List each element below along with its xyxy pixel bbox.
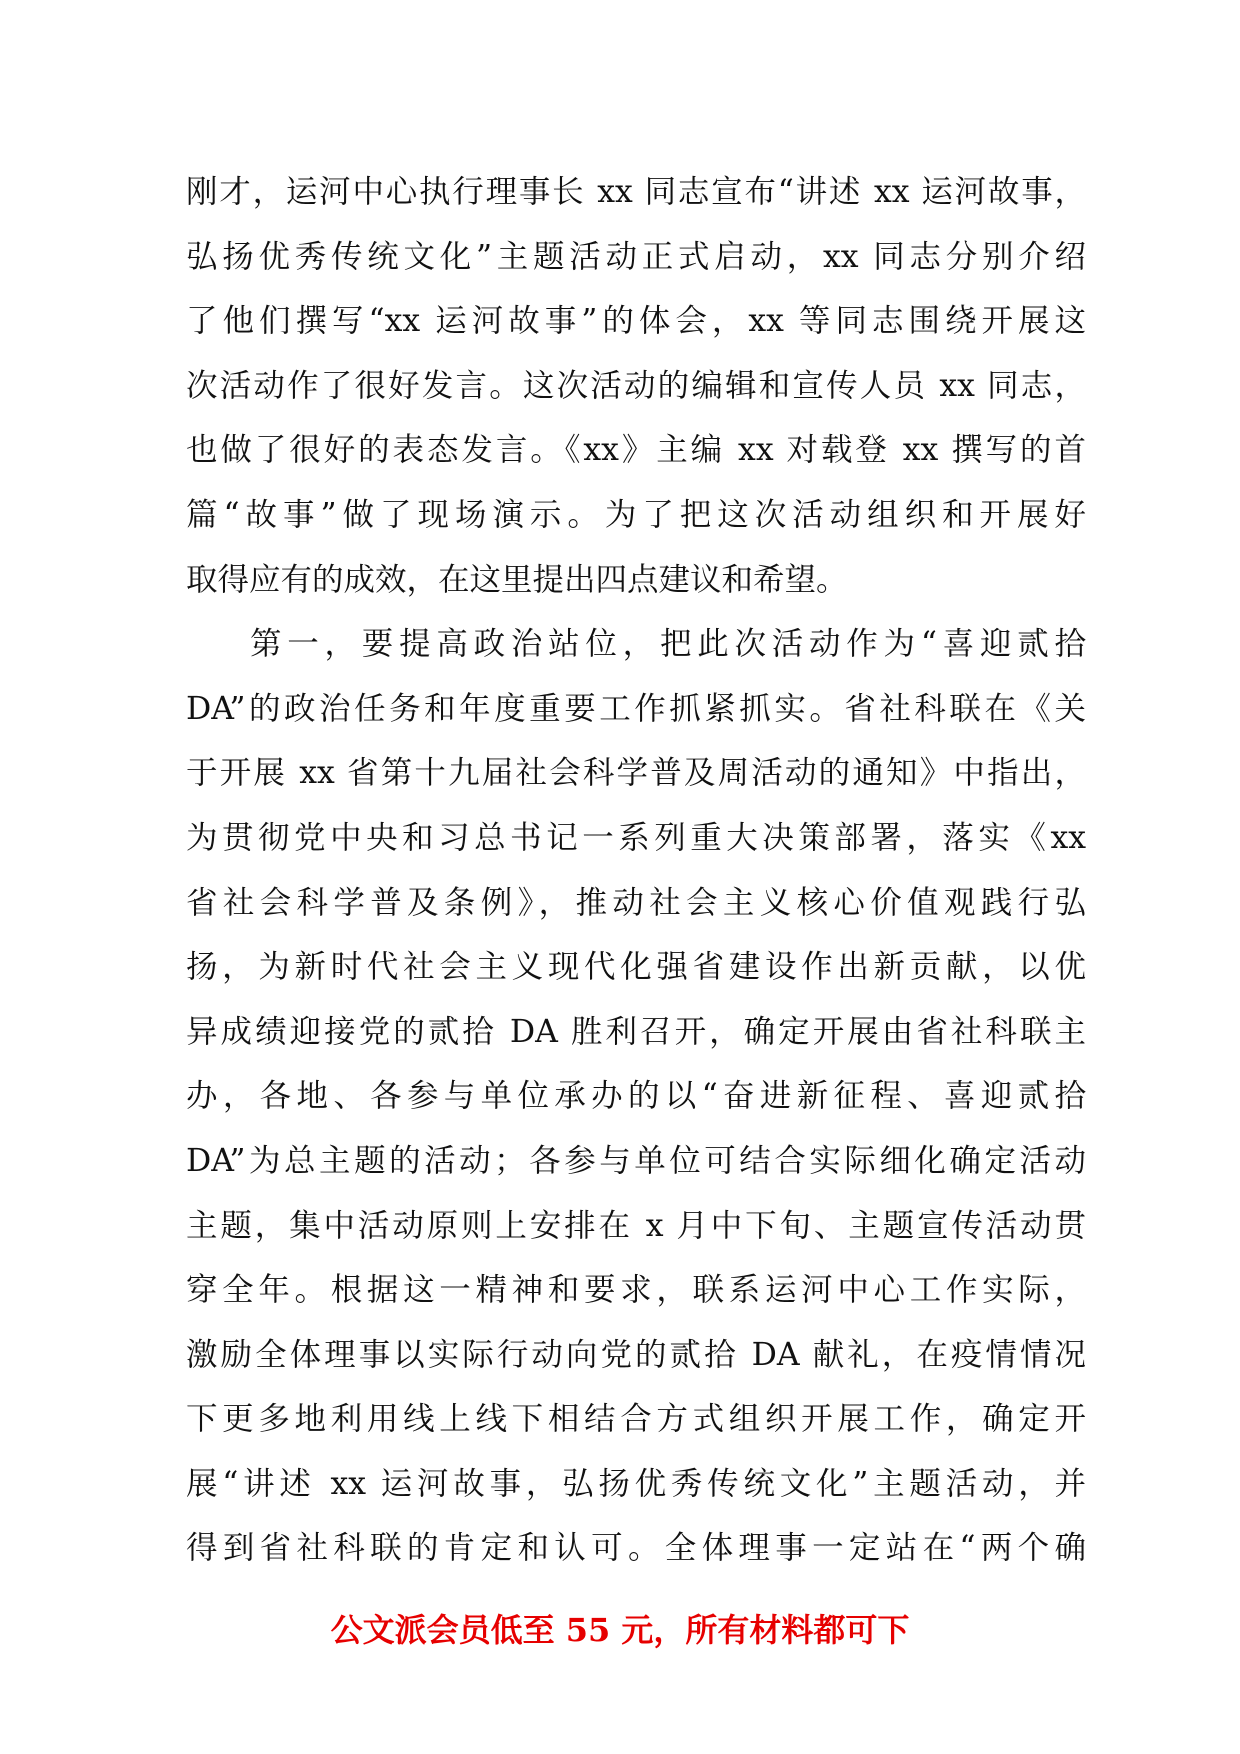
paragraph-line: DA”的政治任务和年度重要工作抓紧抓实。省社科联在《关	[186, 690, 1086, 727]
paragraph-line: 第一，要提高政治站位，把此次活动作为“喜迎贰拾	[250, 626, 1086, 663]
paragraph-line: 了他们撰写“xx 运河故事”的体会，xx 等同志围绕开展这	[186, 303, 1086, 340]
paragraph-1	[186, 160, 1086, 612]
paragraph-2	[186, 612, 1086, 1581]
paragraph-line: 省社会科学普及条例》，推动社会主义核心价值观践行弘	[186, 884, 1086, 921]
paragraph-line: 办，各地、各参与单位承办的以“奋进新征程、喜迎贰拾	[186, 1078, 1086, 1115]
paragraph-line: 弘扬优秀传统文化”主题活动正式启动，xx 同志分别介绍	[186, 238, 1086, 275]
paragraph-line: 取得应有的成效，在这里提出四点建议和希望。	[186, 561, 848, 598]
paragraph-line: 穿全年。根据这一精神和要求，联系运河中心工作实际，	[186, 1272, 1086, 1309]
paragraph-line: 下更多地利用线上线下相结合方式组织开展工作，确定开	[186, 1401, 1086, 1438]
paragraph-line: 为贯彻党中央和习总书记一系列重大决策部署，落实《xx	[186, 819, 1086, 856]
paragraph-line: 于开展 xx 省第十九届社会科学普及周活动的通知》中指出，	[186, 755, 1086, 792]
paragraph-line: 刚才，运河中心执行理事长 xx 同志宣布“讲述 xx 运河故事，	[186, 174, 1086, 210]
paragraph-line: 异成绩迎接党的贰拾 DA 胜利召开，确定开展由省社科联主	[186, 1013, 1086, 1050]
paragraph-line: 主题，集中活动原则上安排在 x 月中下旬、主题宣传活动贯	[186, 1207, 1086, 1244]
paragraph-line: 篇“故事”做了现场演示。为了把这次活动组织和开展好	[186, 496, 1086, 533]
paragraph-line: 次活动作了很好发言。这次活动的编辑和宣传人员 xx 同志，	[186, 367, 1086, 404]
promo-footer-banner: 公文派会员低至 55 元，所有材料都可下	[330, 1611, 910, 1649]
paragraph-line: 展“讲述 xx 运河故事，弘扬优秀传统文化”主题活动，并	[186, 1465, 1086, 1502]
paragraph-line: 扬，为新时代社会主义现代化强省建设作出新贡献，以优	[186, 949, 1086, 986]
paragraph-line: 得到省社科联的肯定和认可。全体理事一定站在“两个确	[186, 1530, 1086, 1567]
document-body	[186, 160, 1086, 1581]
paragraph-line: 也做了很好的表态发言。《xx》主编 xx 对载登 xx 撰写的首	[186, 432, 1086, 469]
paragraph-line: 激励全体理事以实际行动向党的贰拾 DA 献礼，在疫情情况	[186, 1336, 1086, 1373]
paragraph-line: DA”为总主题的活动；各参与单位可结合实际细化确定活动	[186, 1142, 1086, 1179]
